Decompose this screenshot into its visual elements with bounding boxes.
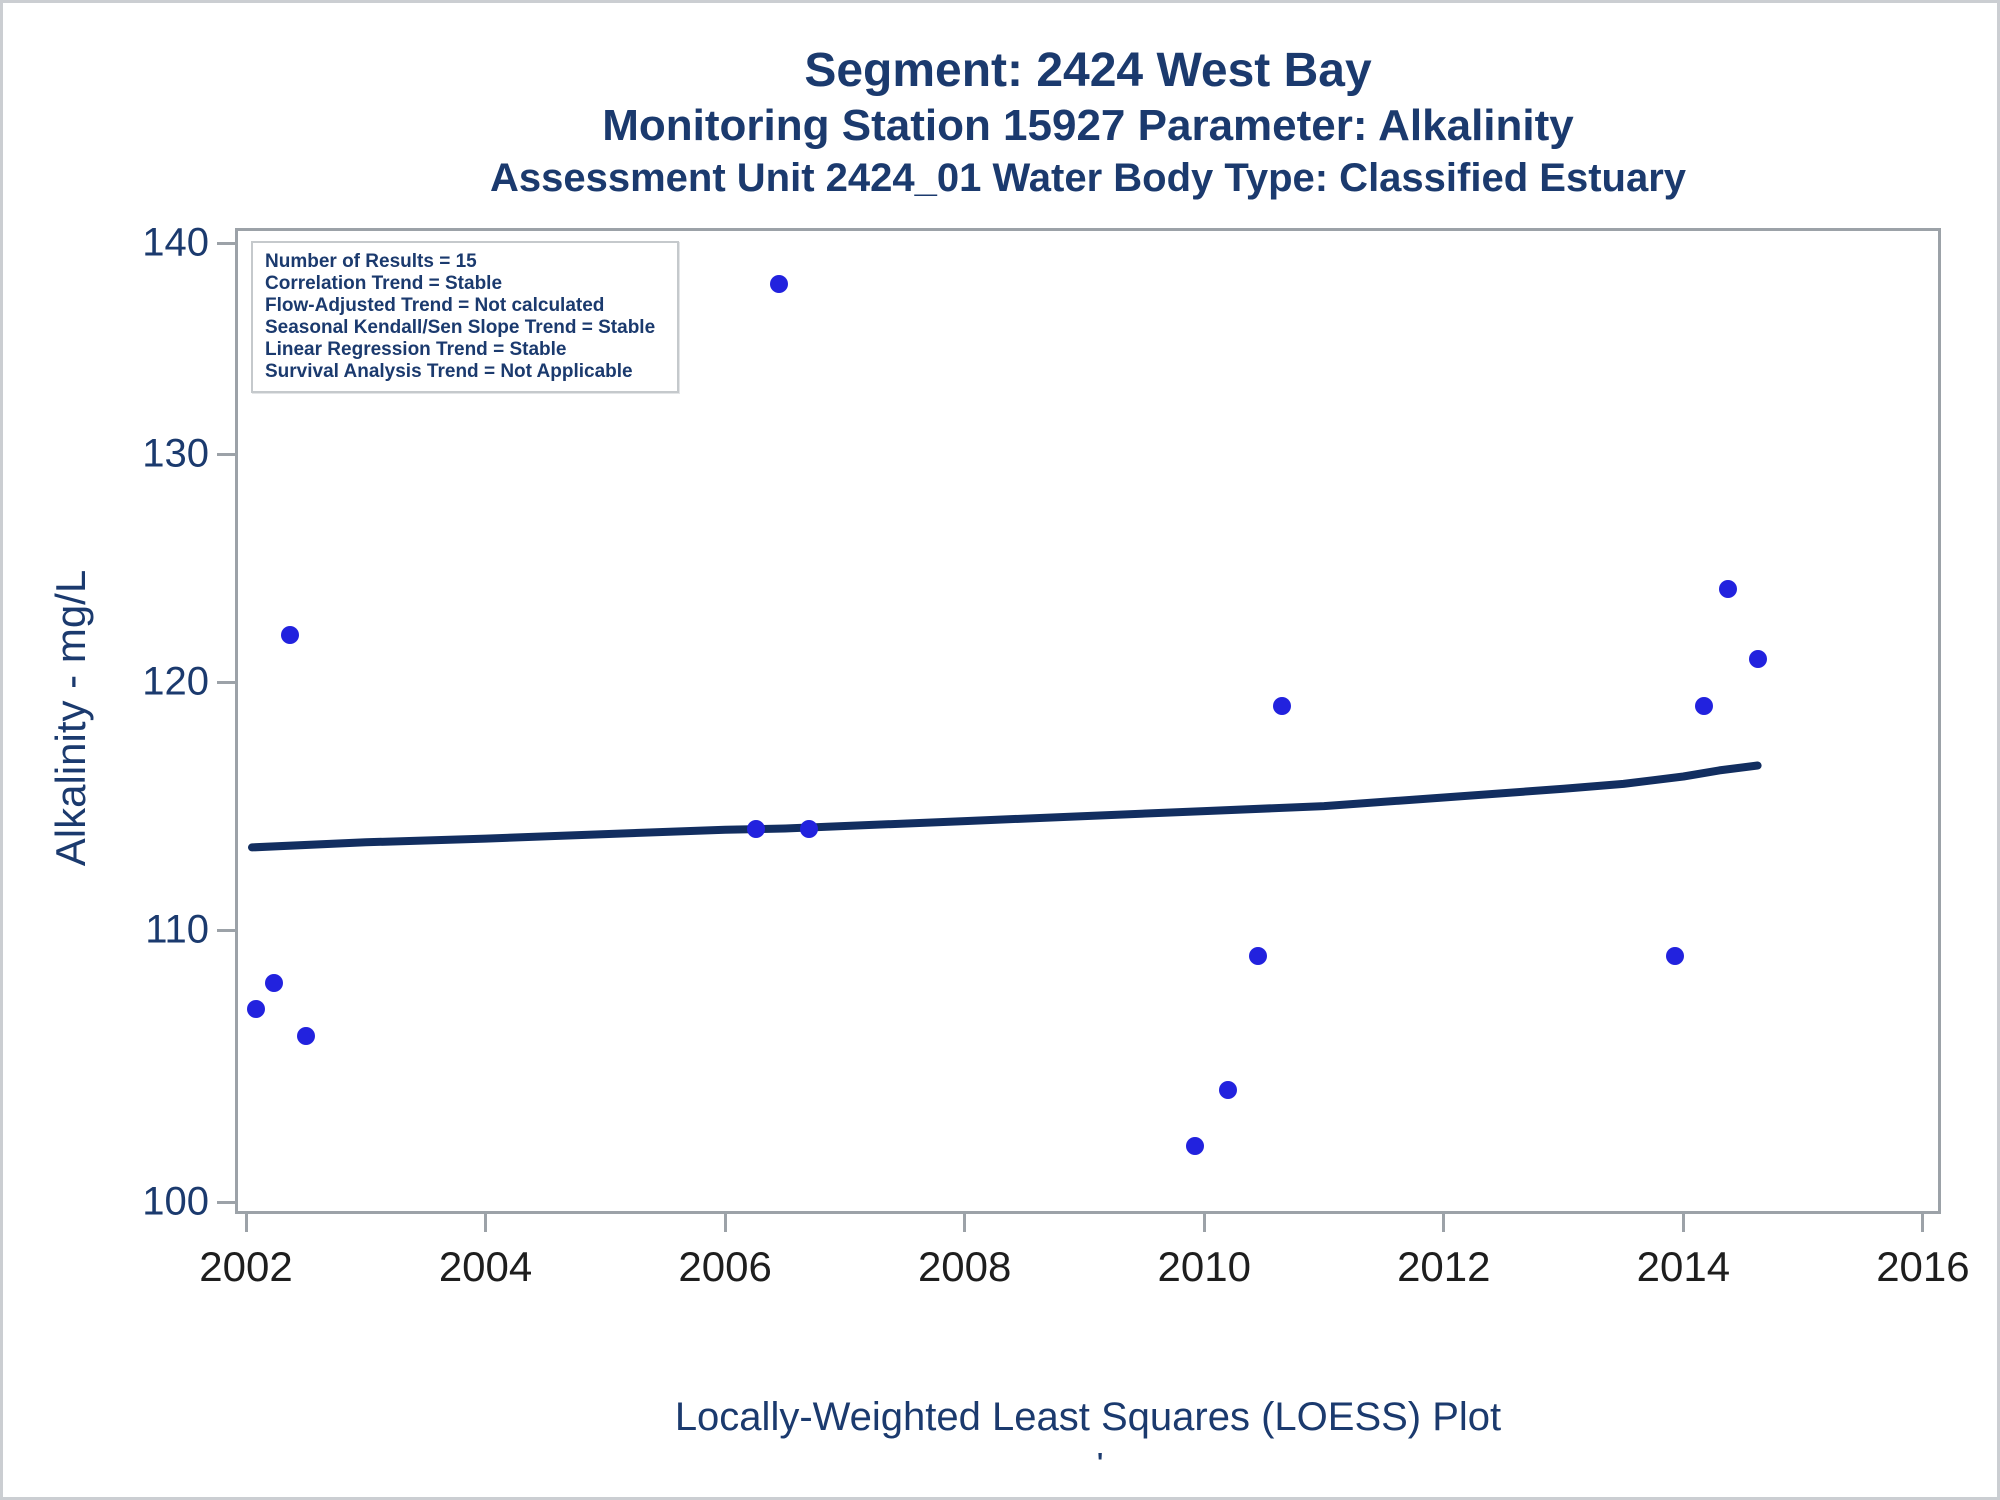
y-axis-tick (217, 453, 235, 456)
data-point (747, 820, 765, 838)
data-point (297, 1027, 315, 1045)
trend-summary-line: Flow-Adjusted Trend = Not calculated (265, 295, 605, 316)
y-axis-tick-label: 100 (142, 1179, 209, 1224)
x-axis-tick-label: 2008 (917, 1243, 1012, 1290)
x-axis-tick-label: 2014 (1636, 1243, 1731, 1290)
data-point (1219, 1081, 1237, 1099)
x-axis-tick-label: 2004 (438, 1243, 533, 1290)
data-point (247, 1000, 265, 1018)
trend-summary-box (251, 241, 679, 393)
trend-summary-line: Linear Regression Trend = Stable (265, 339, 567, 360)
y-axis-tick-label: 140 (142, 220, 209, 265)
data-point (770, 275, 788, 293)
data-point (265, 974, 283, 992)
page-subtitle-assessment-unit: Assessment Unit 2424_01 Water Body Type: Classified Estuary (489, 156, 1686, 200)
data-point (1273, 697, 1291, 715)
data-point (1249, 947, 1267, 965)
trend-summary-line: Seasonal Kendall/Sen Slope Trend = Stable (265, 317, 656, 338)
trend-summary-line: Correlation Trend = Stable (265, 273, 503, 294)
x-axis-tick-label: 2016 (1876, 1243, 1970, 1290)
page-title: Segment: 2424 West Bay (804, 44, 1372, 97)
x-axis-tick (963, 1214, 966, 1232)
x-axis-tick (1682, 1214, 1685, 1232)
data-point (1719, 580, 1737, 598)
trend-summary-line: Survival Analysis Trend = Not Applicable (265, 361, 633, 382)
data-point (1186, 1137, 1204, 1155)
trend-summary-line: Number of Results = 15 (265, 251, 477, 272)
x-axis-tick-label: 2012 (1397, 1243, 1491, 1290)
x-axis-tick (724, 1214, 727, 1232)
x-axis-tick (484, 1214, 487, 1232)
loess-curve (252, 766, 1758, 848)
data-point (1749, 650, 1767, 668)
data-point (1695, 697, 1713, 715)
y-axis-tick (217, 681, 235, 684)
y-axis-tick-label: 120 (142, 659, 209, 704)
x-axis-tick (1203, 1214, 1206, 1232)
y-axis-tick-label: 130 (142, 431, 209, 476)
footnote-tick-mark: ' (1097, 1447, 1104, 1477)
x-axis-tick (245, 1214, 248, 1232)
y-axis-title: Alkalinity - mg/L (47, 569, 94, 867)
data-point (281, 626, 299, 644)
data-point (800, 820, 818, 838)
y-axis-tick-label: 110 (145, 907, 209, 952)
footnote-caption: Locally-Weighted Least Squares (LOESS) Plot (674, 1395, 1502, 1439)
x-axis-tick-label: 2010 (1157, 1243, 1251, 1290)
x-axis-tick (1442, 1214, 1445, 1232)
y-axis-tick (217, 242, 235, 245)
page-subtitle-station-parameter: Monitoring Station 15927 Parameter: Alkalinity (602, 101, 1574, 150)
y-axis-tick (217, 1201, 235, 1204)
x-axis-tick (1921, 1214, 1924, 1232)
x-axis-tick-label: 2002 (199, 1243, 293, 1290)
y-axis-tick (217, 929, 235, 932)
x-axis-tick-label: 2006 (678, 1243, 772, 1290)
data-point (1666, 947, 1684, 965)
